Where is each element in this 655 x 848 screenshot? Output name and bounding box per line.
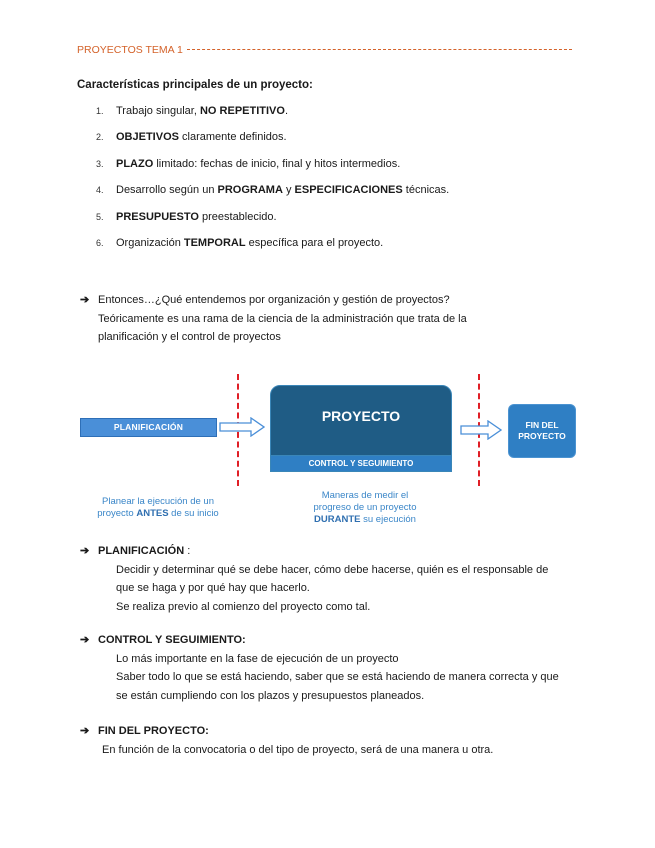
list-item bbox=[96, 210, 449, 236]
caption-control bbox=[290, 490, 440, 526]
list-text: Organización bbox=[116, 236, 184, 249]
caption-line: progreso de un proyecto bbox=[313, 502, 417, 513]
section-heading: FIN DEL PROYECTO: bbox=[98, 725, 209, 737]
list-text: Trabajo singular, bbox=[116, 105, 200, 117]
characteristics-list bbox=[96, 104, 449, 262]
section-heading: PLANIFICACIÓN bbox=[98, 545, 185, 557]
section-line: Lo más importante en la fase de ejecución de un proyecto bbox=[116, 652, 399, 665]
list-text: específica para el proyecto. bbox=[245, 236, 384, 249]
section-heading: CONTROL Y SEGUIMIENTO: bbox=[98, 634, 246, 646]
intro-line: planificación y el control de proyectos bbox=[98, 331, 281, 343]
list-number: 5. bbox=[96, 211, 104, 222]
arrow-bullet-icon: ➔ bbox=[80, 294, 90, 306]
project-diagram bbox=[0, 370, 655, 530]
caption-bold: DURANTE bbox=[314, 514, 361, 525]
list-bold: PROGRAMA bbox=[217, 184, 283, 197]
arrow-bullet-icon: ➔ bbox=[80, 545, 90, 557]
list-number: 4. bbox=[96, 185, 104, 196]
section-line: Decidir y determinar qué se debe hacer, cómo debe hacerse, quién es el responsable de bbox=[116, 563, 549, 576]
proyecto-box: PROYECTO bbox=[270, 385, 452, 457]
planificacion-box: PLANIFICACIÓN bbox=[80, 418, 217, 437]
document-header bbox=[77, 44, 577, 58]
header-title: PROYECTOS TEMA 1 bbox=[77, 44, 183, 56]
caption-line: Planear la ejecución de un bbox=[102, 496, 214, 507]
list-item bbox=[96, 130, 449, 156]
list-text: claramente definidos. bbox=[178, 131, 287, 144]
list-bold: PLAZO bbox=[116, 157, 154, 170]
list-number: 2. bbox=[96, 132, 104, 143]
list-item bbox=[96, 236, 449, 262]
fin-box-line: FIN DEL bbox=[525, 420, 559, 430]
caption-planificacion bbox=[82, 496, 234, 520]
list-bold: ESPECIFICACIONES bbox=[294, 184, 403, 197]
fin-box-line: PROYECTO bbox=[518, 431, 566, 441]
list-bold: PRESUPUESTO bbox=[116, 210, 199, 223]
list-text: Desarrollo según un bbox=[116, 184, 218, 197]
fin-proyecto-box bbox=[508, 404, 576, 458]
list-text: técnicas. bbox=[402, 184, 450, 197]
list-bold: OBJETIVOS bbox=[116, 131, 179, 144]
arrow-bullet-icon: ➔ bbox=[80, 725, 90, 737]
list-text: y bbox=[282, 184, 295, 197]
section-line: se están cumpliendo con los plazos y presupuestos planeados. bbox=[116, 689, 425, 702]
intro-line: Entonces…¿Qué entendemos por organización y gestión de proyectos? bbox=[98, 294, 450, 306]
caption-line: Maneras de medir el bbox=[321, 490, 409, 501]
list-item bbox=[96, 157, 449, 183]
section-line: que se haga y por qué hay que hacerlo. bbox=[116, 582, 310, 594]
fin-section bbox=[80, 722, 493, 759]
list-item bbox=[96, 183, 449, 209]
control-section bbox=[80, 631, 559, 705]
hollow-arrow-icon bbox=[460, 420, 502, 440]
list-bold: NO REPETITIVO bbox=[199, 105, 285, 117]
caption-line: su ejecución bbox=[360, 514, 416, 525]
list-number: 3. bbox=[96, 158, 104, 169]
list-text: limitado: fechas de inicio, final y hitos intermedios. bbox=[153, 157, 401, 170]
section-heading-colon: : bbox=[184, 545, 191, 557]
section-line: Se realiza previo al comienzo del proyecto como tal. bbox=[116, 600, 371, 613]
arrow-bullet-icon: ➔ bbox=[80, 634, 90, 646]
caption-bold: ANTES bbox=[136, 508, 169, 519]
list-text: . bbox=[284, 105, 289, 117]
list-number: 1. bbox=[96, 106, 104, 116]
caption-line: proyecto bbox=[97, 508, 137, 519]
list-number: 6. bbox=[96, 237, 104, 248]
section-line: En función de la convocatoria o del tipo de proyecto, será de una manera u otra. bbox=[102, 743, 494, 756]
hollow-arrow-icon bbox=[219, 417, 265, 437]
list-item bbox=[96, 104, 449, 130]
list-text: preestablecido. bbox=[198, 210, 277, 223]
header-dashed-rule bbox=[187, 49, 572, 50]
planificacion-section bbox=[80, 542, 548, 616]
section-line: Saber todo lo que se está haciendo, saber que se está haciendo de manera correcta y que bbox=[116, 671, 559, 683]
intro-line: Teóricamente es una rama de la ciencia de la administración que trata de la bbox=[98, 312, 467, 325]
caption-line: de su inicio bbox=[168, 508, 219, 519]
intro-paragraph bbox=[80, 291, 467, 347]
list-bold: TEMPORAL bbox=[183, 236, 246, 249]
control-seguimiento-box: CONTROL Y SEGUIMIENTO bbox=[270, 455, 452, 472]
characteristics-title: Características principales de un proyecto: bbox=[77, 79, 313, 91]
